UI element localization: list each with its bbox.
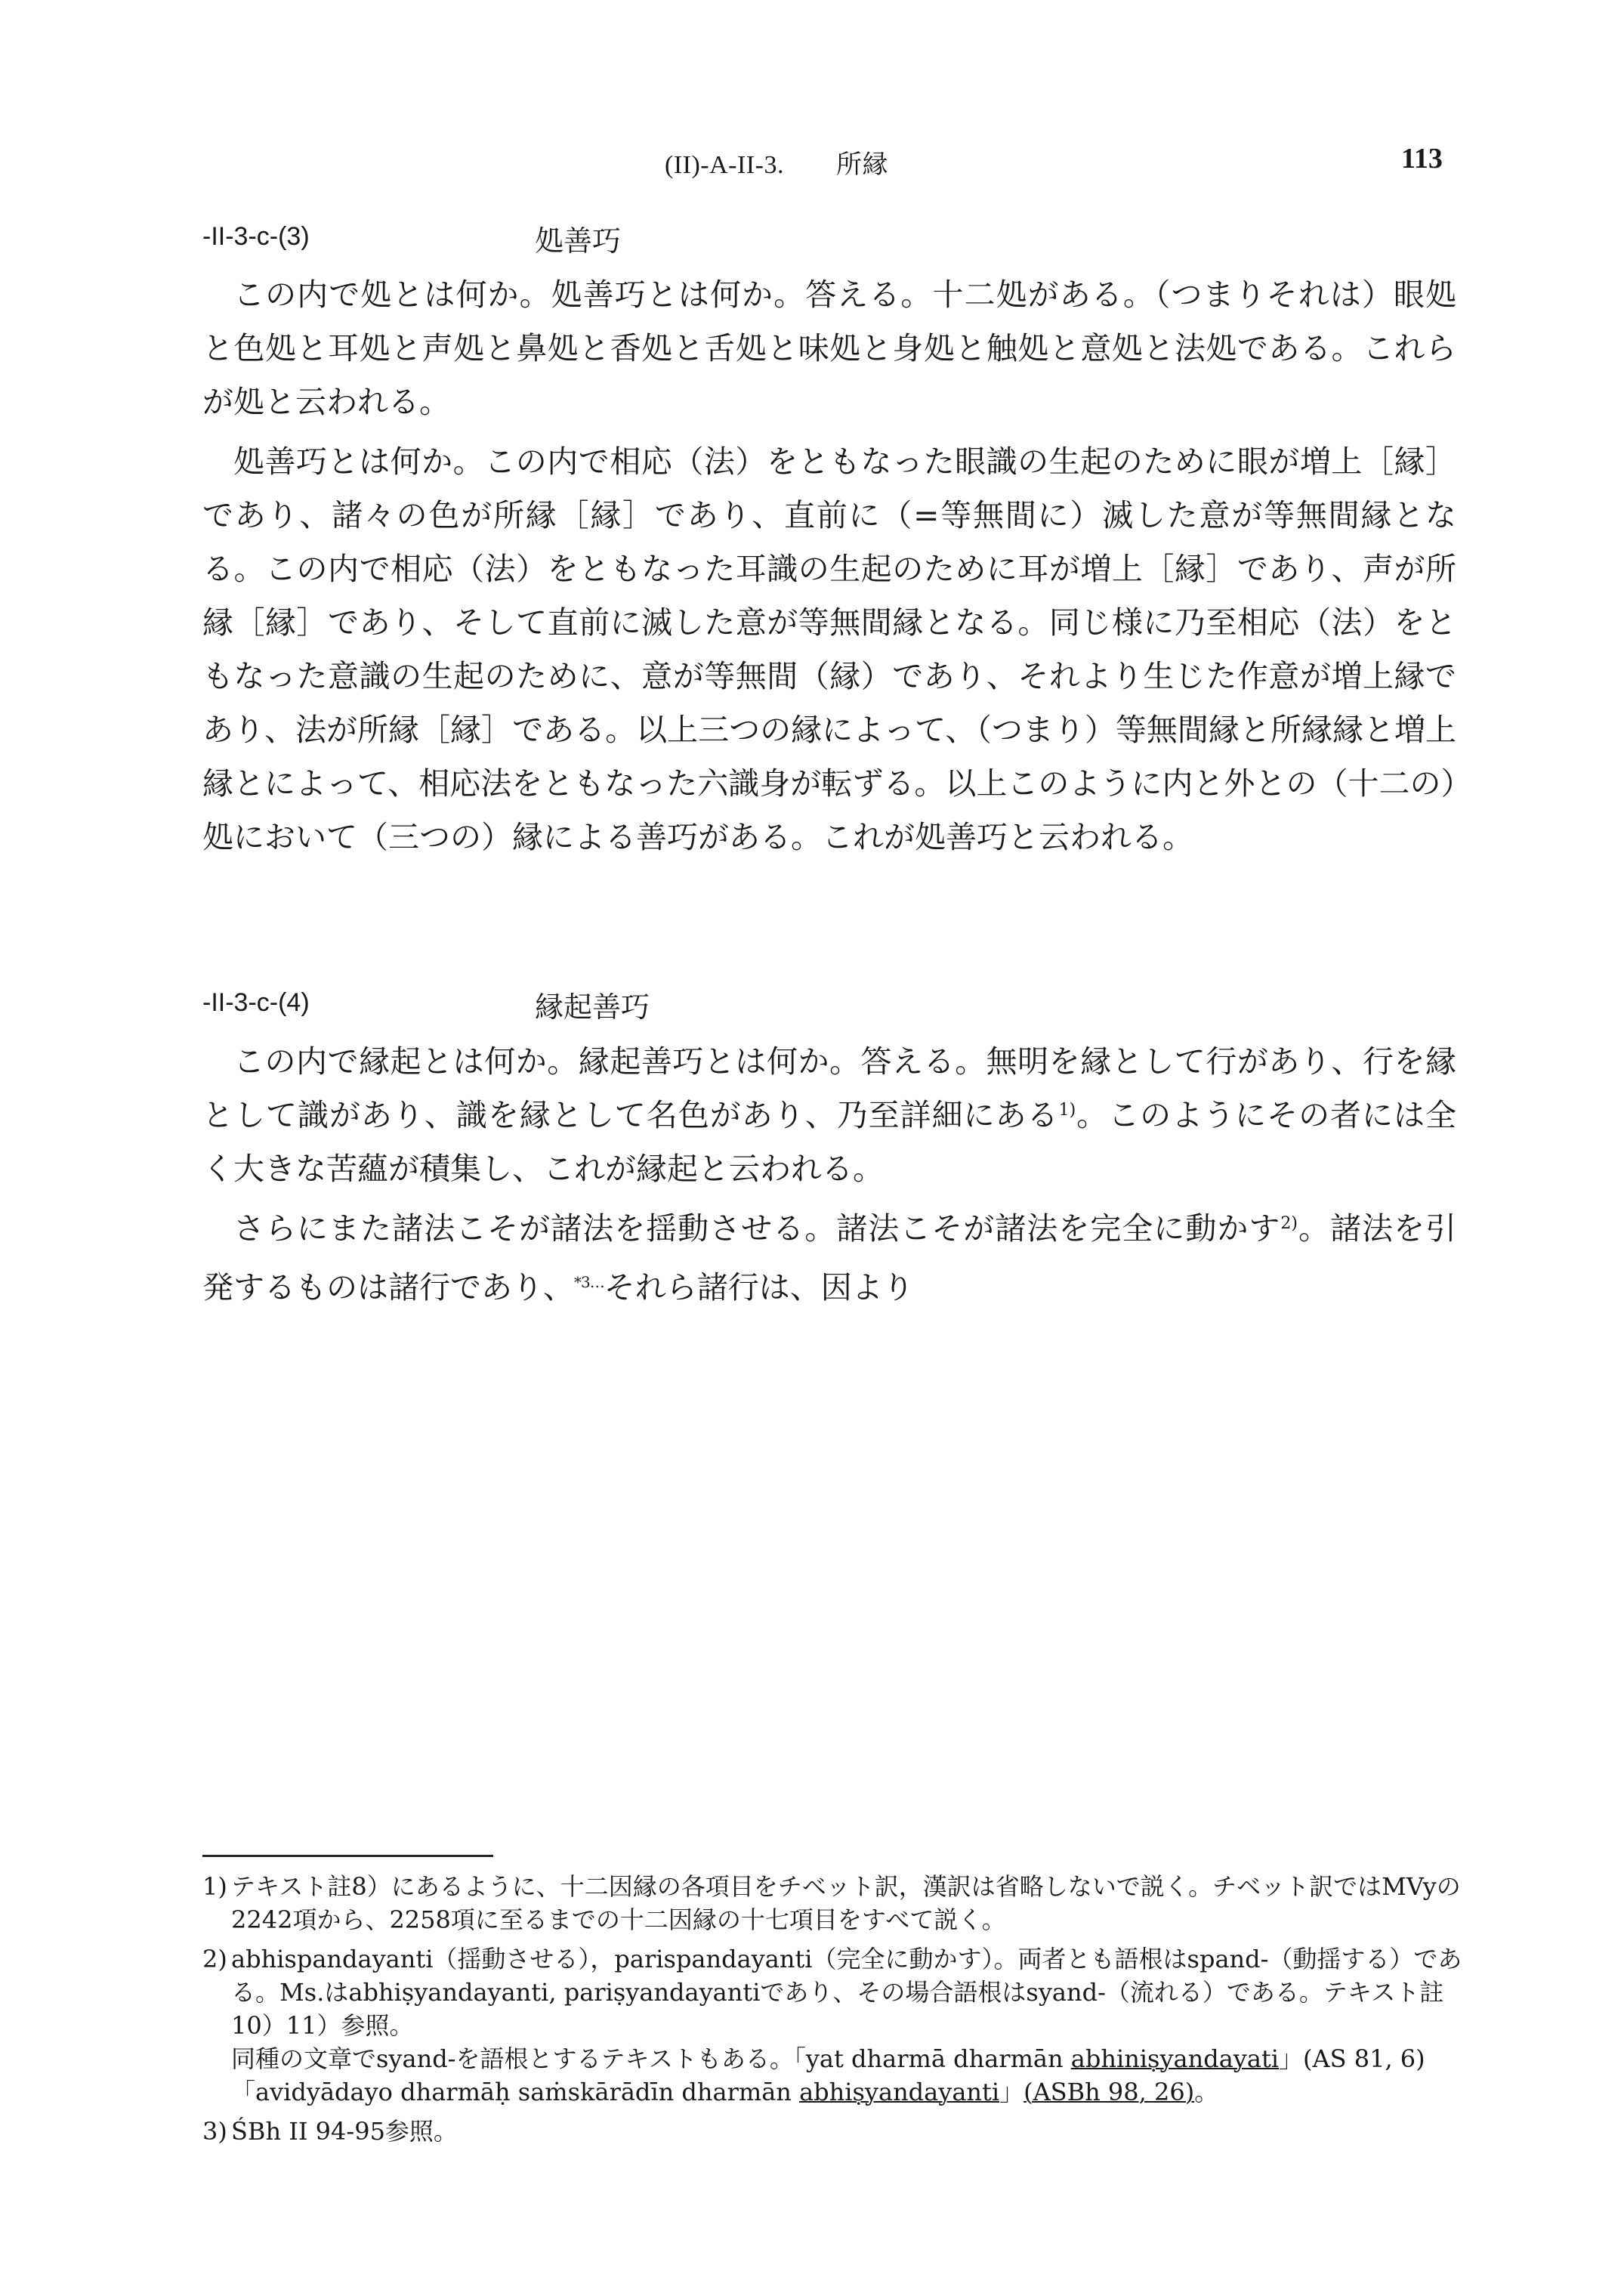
- footnote-continuation: [231, 2042, 1471, 2109]
- footnote-text: ŚBh II 94-95参照。: [231, 2117, 458, 2146]
- paragraph: この内で処とは何か。処善巧とは何か。答える。十二処がある。（つまりそれは）眼処と色処と耳処と声処と鼻処と香処と舌処と味処と身処と触処と意処と法処である。これらが処と云われる。: [202, 277, 1456, 420]
- page-number: 113: [1401, 143, 1443, 175]
- paragraph-text: さらにまた諸法こそが諸法を揺動させる。諸法こそが諸法を完全に動かす: [233, 1210, 1281, 1247]
- footnote-text: 同種の文章でsyand-を語根とするテキストもある。「yat dharmā dharmān: [231, 2044, 1071, 2073]
- footnote-divider: [202, 1855, 493, 1857]
- section-3-body: [202, 268, 1456, 864]
- footnote-number: 1): [202, 1872, 227, 1901]
- running-head-section: (II)-A-II-3.: [665, 151, 784, 179]
- paragraph: [202, 1202, 1456, 1315]
- running-head: [665, 144, 888, 181]
- footnote-number: 2): [202, 1945, 227, 1973]
- section-id: -II-3-c-(3): [202, 222, 310, 251]
- footnote-3: [202, 2115, 1471, 2148]
- section-title: 処善巧: [535, 224, 622, 258]
- section-4-body: [202, 1035, 1456, 1315]
- editorial-marker: *3…: [574, 1273, 604, 1291]
- underlined-term: abhiniṣyandayati: [1070, 2044, 1280, 2073]
- footnote-text: abhispandayanti（揺動させる），parispandayanti（完全に動かす）。両者とも語根はspand-（動揺する）である。Ms.はabhiṣyandayanti, pariṣyandayantiであり、その場合語根はsyand-（流れる）である。テキスト註10）11）参照。: [231, 1945, 1462, 2040]
- footnote-number: 3): [202, 2117, 227, 2146]
- footnotes: [202, 1870, 1471, 2154]
- underlined-term: abhiṣyandayanti: [799, 2078, 1000, 2106]
- paragraph-text: 。このようにその者には全く大きな苦蘊が積集し、これが縁起と云われる。: [202, 1097, 1457, 1187]
- footnote-ref-2[interactable]: 2): [1280, 1214, 1298, 1233]
- footnote-text: 。: [1194, 2078, 1219, 2106]
- footnote-1: [202, 1870, 1471, 1936]
- footnote-text: 」(AS 81, 6)「avidyādayo dharmāḥ saṁskārādīn dharmān: [231, 2044, 1425, 2106]
- footnote-ref-1[interactable]: 1): [1058, 1101, 1076, 1120]
- running-head-topic: 所縁: [835, 151, 888, 179]
- section-id: -II-3-c-(4): [202, 988, 310, 1017]
- paragraph-text: 。諸法を引発するものは諸行であり、: [202, 1210, 1457, 1306]
- footnote-text: 」: [999, 2078, 1024, 2106]
- section-title: 縁起善巧: [535, 990, 650, 1024]
- underlined-citation: (ASBh 98, 26): [1023, 2078, 1195, 2106]
- footnote-text: テキスト註8）にあるように、十二因縁の各項目をチベット訳，漢訳は省略しないで説く。チベット訳ではMVyの2242項から、2258項に至るまでの十二因縁の十七項目をすべて説く。: [231, 1872, 1461, 1934]
- paragraph-text: それら諸行は、因より: [604, 1269, 914, 1306]
- footnote-2: [202, 1942, 1471, 2109]
- paragraph: 処善巧とは何か。この内で相応（法）をともなった眼識の生起のために眼が増上［縁］であり、諸々の色が所縁［縁］であり、直前に（=等無間に）滅した意が等無間縁となる。この内で相応（法）をともなった耳識の生起のために耳が増上［縁］であり、声が所縁［縁］であり、そして直前に滅した意が等無間縁となる。同じ様に乃至相応（法）をともなった意識の生起のために、意が等無間（縁）であり、それより生じた作意が増上縁であり、法が所縁［縁］である。以上三つの縁によって、（つまり）等無間縁と所縁縁と増上縁とによって、相応法をともなった六識身が転ずる。以上このように内と外との（十二の）処において（三つの）縁による善巧がある。これが処善巧と云われる。: [202, 443, 1456, 855]
- paragraph-text: この内で縁起とは何か。縁起善巧とは何か。答える。無明を縁として行があり、行を縁として識があり、識を縁として名色があり、乃至詳細にある: [202, 1043, 1456, 1133]
- paragraph: [202, 1035, 1456, 1196]
